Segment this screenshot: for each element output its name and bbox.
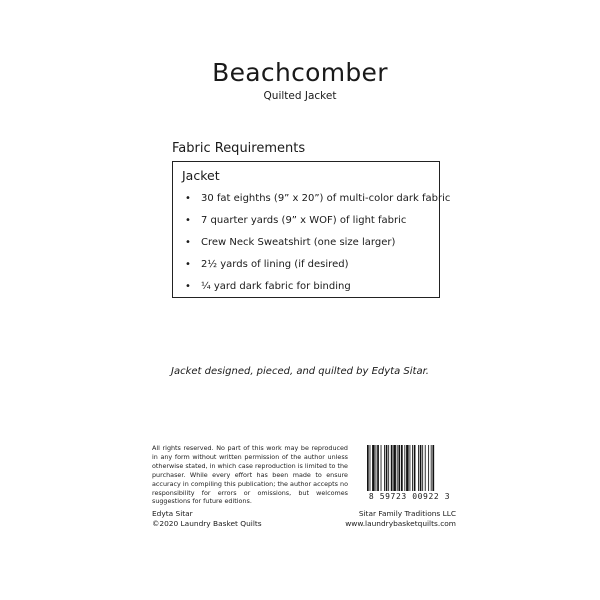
fabric-requirements-heading: Fabric Requirements (172, 141, 306, 156)
page-subtitle: Quilted Jacket (263, 90, 337, 102)
barcode-number: 8 59723 00922 3 (368, 492, 451, 501)
bullet-icon: • (185, 259, 191, 270)
list-item (185, 215, 406, 226)
author-name: Edyta Sitar (152, 509, 193, 518)
list-item (185, 259, 348, 270)
publisher-name: Sitar Family Traditions LLC (358, 509, 456, 518)
bullet-icon: • (185, 215, 191, 226)
page-title: Beachcomber (212, 58, 388, 87)
copyright-line: ©2020 Laundry Basket Quilts (152, 519, 262, 528)
barcode-bars (365, 445, 452, 493)
list-item (185, 281, 351, 292)
bullet-icon: • (185, 281, 191, 292)
list-item-text: 30 fat eighths (9” x 20”) of multi-color dark fabric (201, 193, 451, 204)
designer-credit: Jacket designed, pieced, and quilted by Edyta Sitar. (171, 366, 429, 377)
list-item-text: 2½ yards of lining (if desired) (201, 259, 349, 270)
footer-author (152, 509, 262, 529)
list-item-text: ¼ yard dark fabric for binding (201, 281, 351, 292)
footer-publisher (340, 509, 456, 529)
list-item-text: Crew Neck Sweatshirt (one size larger) (201, 237, 396, 248)
list-item-text: 7 quarter yards (9” x WOF) of light fabric (201, 215, 407, 226)
bullet-icon: • (185, 193, 191, 204)
bullet-icon: • (185, 237, 191, 248)
list-item (185, 193, 450, 204)
box-title: Jacket (182, 168, 220, 183)
fabric-requirements-box (172, 161, 451, 298)
list-item (185, 237, 395, 248)
website-link[interactable]: www.laundrybasketquilts.com (345, 519, 456, 528)
copyright-notice: All rights reserved. No part of this work may be reproduced in any form without written permission of the author unless otherwise stated, in which case reproduction is limited to the purchaser. While every effort has been made to ensure accuracy in compiling this publication; the author accepts no responsibility for errors or omissions, but welcomes suggestions for future editions. (152, 444, 348, 506)
